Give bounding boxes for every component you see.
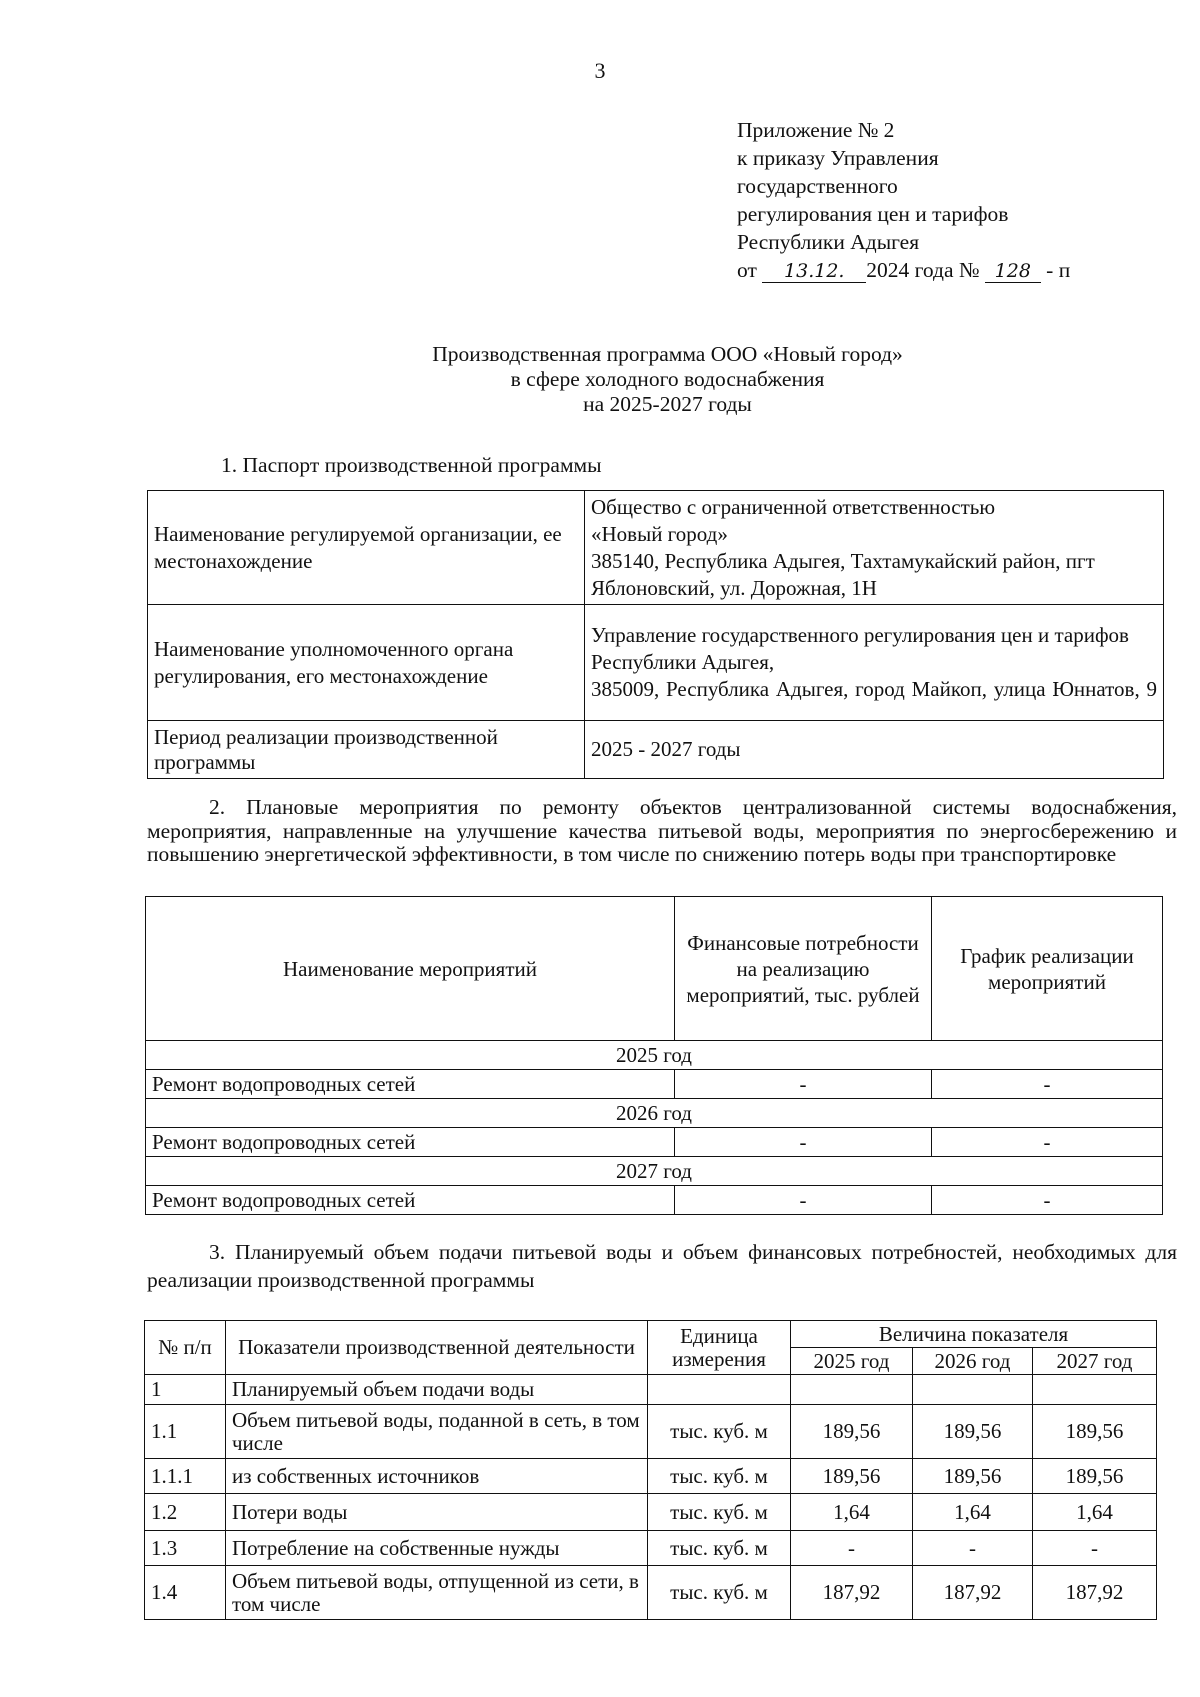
year-row: [146, 1041, 1163, 1070]
col-header-2026: 2026 год: [913, 1348, 1033, 1375]
measure-finance: -: [675, 1186, 932, 1215]
table-row: [145, 1459, 1157, 1494]
passport-label: Наименование уполномоченного органа регулирования, его местонахождение: [148, 605, 585, 721]
passport-value: 2025 - 2027 годы: [585, 721, 1164, 779]
measure-schedule: -: [932, 1070, 1163, 1099]
row-indicator: Планируемый объем подачи воды: [226, 1375, 648, 1405]
table-row: [148, 491, 1164, 605]
table-row: [145, 1531, 1157, 1566]
title-line: в сфере холодного водоснабжения: [510, 367, 825, 391]
row-value-2025: 189,56: [791, 1405, 913, 1459]
number-suffix: - п: [1046, 258, 1071, 282]
annex-block: [737, 116, 1157, 284]
col-header-num: № п/п: [145, 1321, 226, 1375]
table-row: [145, 1494, 1157, 1531]
date-prefix: от: [737, 258, 757, 282]
table-header-row: [145, 1321, 1157, 1348]
row-value-2025: 1,64: [791, 1494, 913, 1531]
measure-finance: -: [675, 1070, 932, 1099]
section2-heading: 2. Плановые мероприятия по ремонту объектов централизованной системы водоснабжения, мероприятия, направленные на улучшение качества питьевой воды, мероприятия по энергосбережению и повышению энергетической эффективности, в том числе по снижению потерь воды при транспортировке: [147, 795, 1177, 866]
col-header-value-group: Величина показателя: [791, 1321, 1157, 1348]
row-value-2027: [1033, 1375, 1157, 1405]
measure-schedule: -: [932, 1128, 1163, 1157]
document-title: [0, 342, 1200, 417]
col-header-name: Наименование мероприятий: [146, 897, 675, 1041]
section1-heading: 1. Паспорт производственной программы: [221, 453, 602, 477]
passport-label: Период реализации производственной программы: [148, 721, 585, 779]
passport-value: [585, 605, 1164, 721]
section3-heading: 3. Планируемый объем подачи питьевой воды и объем финансовых потребностей, необходимых для реализации производственной программы: [147, 1240, 1177, 1292]
measure-schedule: -: [932, 1186, 1163, 1215]
row-indicator: из собственных источников: [226, 1459, 648, 1494]
year-label: 2026 год: [146, 1099, 1163, 1128]
date-year: 2024 года №: [866, 258, 980, 282]
row-indicator: Объем питьевой воды, поданной в сеть, в том числе: [226, 1405, 648, 1459]
table-row: [145, 1405, 1157, 1459]
passport-table: [147, 490, 1164, 779]
row-value-2025: -: [791, 1531, 913, 1566]
row-value-2027: -: [1033, 1531, 1157, 1566]
table-row: [148, 721, 1164, 779]
row-value-2026: 1,64: [913, 1494, 1033, 1531]
row-value-2025: [791, 1375, 913, 1405]
row-unit: тыс. куб. м: [648, 1494, 791, 1531]
measures-table: [145, 896, 1163, 1215]
row-unit: тыс. куб. м: [648, 1405, 791, 1459]
col-header-2027: 2027 год: [1033, 1348, 1157, 1375]
col-header-finance: Финансовые потребности на реализацию мероприятий, тыс. рублей: [675, 897, 932, 1041]
row-unit: тыс. куб. м: [648, 1531, 791, 1566]
measure-name: Ремонт водопроводных сетей: [146, 1186, 675, 1215]
row-value-2026: 189,56: [913, 1405, 1033, 1459]
col-header-indicator: Показатели производственной деятельности: [226, 1321, 648, 1375]
value-line: 385140, Республика Адыгея, Тахтамукайский район, пгт Яблоновский, ул. Дорожная, 1Н: [591, 548, 1095, 600]
row-value-2026: 187,92: [913, 1566, 1033, 1620]
handwritten-number: 128: [985, 260, 1041, 283]
table-header-row: [146, 897, 1163, 1041]
row-num: 1.1: [145, 1405, 226, 1459]
row-num: 1.2: [145, 1494, 226, 1531]
table-row: [145, 1375, 1157, 1405]
row-unit: [648, 1375, 791, 1405]
row-value-2026: 189,56: [913, 1459, 1033, 1494]
measure-name: Ремонт водопроводных сетей: [146, 1070, 675, 1099]
page-number: 3: [594, 58, 606, 83]
passport-value: [585, 491, 1164, 605]
table-row: [146, 1070, 1163, 1099]
row-value-2027: 189,56: [1033, 1459, 1157, 1494]
row-num: 1.1.1: [145, 1459, 226, 1494]
year-row: [146, 1099, 1163, 1128]
col-header-2025: 2025 год: [791, 1348, 913, 1375]
col-header-schedule: График реализации мероприятий: [932, 897, 1163, 1041]
value-line: 385009, Республика Адыгея, город Майкоп, улица Юннатов, 9: [591, 677, 1157, 701]
measure-name: Ремонт водопроводных сетей: [146, 1128, 675, 1157]
measure-finance: -: [675, 1128, 932, 1157]
annex-line: Республики Адыгея: [737, 230, 920, 254]
row-value-2025: 187,92: [791, 1566, 913, 1620]
annex-line: государственного: [737, 174, 898, 198]
table-row: [145, 1566, 1157, 1620]
row-indicator: Потери воды: [226, 1494, 648, 1531]
annex-date-line: [737, 256, 1157, 284]
annex-line: к приказу Управления: [737, 146, 939, 170]
row-indicator: Объем питьевой воды, отпущенной из сети, в том числе: [226, 1566, 648, 1620]
row-num: 1: [145, 1375, 226, 1405]
row-value-2027: 187,92: [1033, 1566, 1157, 1620]
row-num: 1.3: [145, 1531, 226, 1566]
table-row: [146, 1128, 1163, 1157]
annex-line: регулирования цен и тарифов: [737, 202, 1009, 226]
row-value-2026: -: [913, 1531, 1033, 1566]
indicators-table: [144, 1320, 1157, 1620]
row-unit: тыс. куб. м: [648, 1459, 791, 1494]
row-value-2027: 189,56: [1033, 1405, 1157, 1459]
row-indicator: Потребление на собственные нужды: [226, 1531, 648, 1566]
row-value-2025: 189,56: [791, 1459, 913, 1494]
year-label: 2025 год: [146, 1041, 1163, 1070]
handwritten-date: 13.12.: [762, 260, 866, 283]
year-label: 2027 год: [146, 1157, 1163, 1186]
table-row: [148, 605, 1164, 721]
row-unit: тыс. куб. м: [648, 1566, 791, 1620]
title-line: Производственная программа ООО «Новый город»: [432, 342, 903, 366]
row-value-2026: [913, 1375, 1033, 1405]
value-line: Управление государственного регулирования цен и тарифов Республики Адыгея,: [591, 623, 1129, 674]
value-line: Общество с ограниченной ответственностью: [591, 494, 996, 519]
title-line: на 2025-2027 годы: [583, 392, 752, 416]
table-row: [146, 1186, 1163, 1215]
year-row: [146, 1157, 1163, 1186]
value-line: «Новый город»: [591, 521, 728, 546]
col-header-unit: Единица измерения: [648, 1321, 791, 1375]
passport-label: Наименование регулируемой организации, ее местонахождение: [148, 491, 585, 605]
row-num: 1.4: [145, 1566, 226, 1620]
annex-line: Приложение № 2: [737, 118, 895, 142]
row-value-2027: 1,64: [1033, 1494, 1157, 1531]
